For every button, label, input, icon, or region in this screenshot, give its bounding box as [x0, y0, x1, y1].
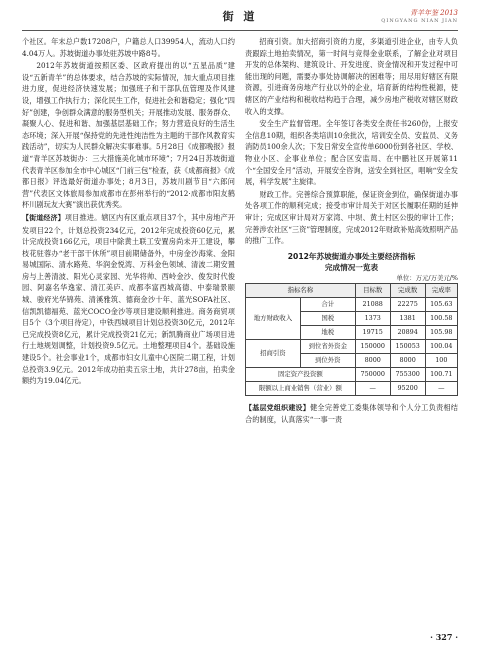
- table-header-row: [246, 283, 458, 297]
- section-label: 【基层党组织建设】: [245, 403, 311, 412]
- table-cell: 95200: [390, 381, 425, 395]
- group-cell: 招商引资: [246, 339, 301, 367]
- table-cell: 755300: [390, 367, 425, 381]
- running-header: [22, 8, 458, 36]
- table-cell: —: [355, 381, 390, 395]
- table-title-line: 完成情况一览表: [324, 262, 379, 272]
- page-number: · 327 ·: [430, 632, 458, 642]
- table-cell: 限额以上商业销售（营业）额: [246, 381, 356, 395]
- table-cell: 8000: [390, 353, 425, 367]
- economic-indicators-table: [245, 283, 458, 396]
- table-cell: 地税: [300, 325, 355, 339]
- table-cell: 100.71: [425, 367, 457, 381]
- table-cell: 150053: [390, 339, 425, 353]
- header-cell: 完成数: [390, 283, 425, 297]
- header-cell: 完成率: [425, 283, 457, 297]
- table-cell: 105.98: [425, 325, 457, 339]
- table-cell: 到位外资: [300, 353, 355, 367]
- paragraph: 2012年苏坡街道按照区委、区政府提出的以“五星品质”建设“五新青羊”的总体要求，结合苏坡的实际情况，加大重点项目推进力度，促进经济快速发展；加强班子和干部队伍管理及作风建设，增强工作执行力；深化民生工作，促进社会和谐稳定；强化“四好”创建，争创群众满意的服务型机关；开展推动发展、服务群众、凝聚人心、促进和谐、加强基层基础工作；努力营造良好的生活生态环境；深入开展“保持党的先进性纯洁性为主题的干部作风教育实践活动”，切实为人民群众解决实事难事。5月28日《成都晚报》报道“青羊区苏坡街办：三大措施美化城市环境”；7月24日苏坡街道代表青羊区参加全市中心城区“门前三包”检查，获《成都商报》《成都日报》评选最好街道办事处；8月3日，苏坡川剧节目“六郎问营”代表区文体旅局参加成都市在彭州举行的“2012·成都市阳友鹤杯川剧玩友大赛”演出获优秀奖。: [22, 61, 235, 210]
- table-row: [246, 367, 458, 381]
- table-cell: 1381: [390, 311, 425, 325]
- section-title: 街 道: [222, 10, 258, 23]
- table-cell: 22275: [390, 297, 425, 311]
- party-section: [245, 402, 458, 426]
- header-cell: 目标数: [355, 283, 390, 297]
- paragraph: 个社区。年末总户数17208户，户籍总人口39954人，流动人口约4.04万人。苏坡街道办事处驻苏坡中路8号。: [22, 37, 235, 58]
- table-cell: 8000: [355, 353, 390, 367]
- table-cell: —: [425, 381, 457, 395]
- table-cell: 100.58: [425, 311, 457, 325]
- table-cell: 100.04: [425, 339, 457, 353]
- paragraph: 招商引资。加大招商引资的力度，多渠道引进企业，由专人负责跟踪土地拍卖情况，第一时间与竞得金业联系，了解企业对项目开发的总体架构、建筑设计、开发进度、资金情况和开发过程中可能出现的问题，需要办事处协调解决的困难等；用尽用好辖区有限资源，引进商务房地产行业以外的企业，培育新的结构性税源，使辖区的产业结构和税收结构趋于合理，减少房地产税收对辖区财政收入的支撑。: [245, 37, 458, 116]
- table-title: [245, 251, 458, 273]
- yearbook-mark: [381, 8, 458, 24]
- section-text: 健全完善党工委集体领导和个人分工负责相结合的制度，认真落实“一事一责: [245, 402, 458, 425]
- left-column: [22, 36, 235, 388]
- table-unit: 单位：万元/万美元/%: [396, 273, 458, 282]
- table-cell: 合计: [300, 297, 355, 311]
- section-label: 【街道经济】: [22, 213, 65, 222]
- section-text: 项目推进。辖区内有区重点项目37个，其中房地产开发项目22个，计划总投资234亿元，2012年完成投资60亿元，累计完成投资166亿元，项目中除黄土联工安置房尚未开工建设，攀枝花驻蓉办“老干部干休所”项目前期储备外，中房金沙海棠、金阳易城国际、清水路苑、华润金悦湾、万科金色领域、清波二期安置房与上善清波、阳光心灵家园、光华将帅、西岭金沙、俊发时代俊园、阿嘉名华逸家、清江美庐、成都李富西城高德、中泰瑞景颐城、骏府光华锦苑、清溪雅筑、德商金沙十年、蓝光SOFA社区、信凯凯德福苑、蓝光COCO金沙等项目建设顺利推进。商务商贸项目5个（3个项目待定），中铁西城项目计划总投资30亿元，2012年已完成投资8亿元，累计完成投资21亿元；新凯腾商业广场项目进行土地规划调整，计划投资9.5亿元。土地整理项目4个。基础设施建设5个。社会事业1个，成都市妇女儿童中心医院二期工程，计划总投资3.9亿元。2012年成功拍卖五宗土地，共计278亩，拍卖金额约为19.04亿元。: [22, 212, 235, 386]
- table-cell: 105.63: [425, 297, 457, 311]
- table-cell: 到位省外资金: [300, 339, 355, 353]
- table-cell: 固定资产投资额: [246, 367, 356, 381]
- header-rule: [22, 30, 458, 31]
- table-cell: 1373: [355, 311, 390, 325]
- yearbook-name-en: QINGYANG NIAN JIAN: [381, 18, 458, 24]
- table-cell: 150000: [355, 339, 390, 353]
- table-cell: 19715: [355, 325, 390, 339]
- table-cell: 750000: [355, 367, 390, 381]
- right-column: [245, 36, 458, 427]
- table-cell: 100: [425, 353, 457, 367]
- economy-section: [22, 212, 235, 387]
- header-cell: 指标名称: [246, 283, 356, 297]
- paragraph: 财政工作。完善综合预算职能，保证资金到位，确保街道办事处各项工作的顺利完成；接受市审计局关于对区长履职任期的延伸审计；完成区审计局对万家湾、中坝、黄土村区公股的审计工作；完善涉农社区“三资”管理制度，完成2012年财政补贴高效照明产品的推广工作。: [245, 189, 458, 246]
- yearbook-name: 青羊年鉴 2013: [409, 9, 458, 17]
- table-title-line: 2012年苏坡街道办事处主要经济指标: [287, 251, 416, 261]
- table-cell: 国税: [300, 311, 355, 325]
- table-cell: 20894: [390, 325, 425, 339]
- group-cell: 地方财政收入: [246, 297, 301, 339]
- table-row: [246, 339, 458, 353]
- table-cell: 21088: [355, 297, 390, 311]
- paragraph: 安全生产监督管理。全年签订各类安全责任书260份，上报安全信息10期，组织各类培训10余批次，培训安全员、安监员、义务消防员100余人次；下发日常安全宣传单6000份到各社区、学校、物业小区、企事业单位；配合区安监局、在中鹏社区开展第11个“全国安全月”活动，开展安全咨询，送安全到社区，唱响“安全发展，科学发展”主旋律。: [245, 119, 458, 187]
- table-row: [246, 381, 458, 395]
- table-row: [246, 297, 458, 311]
